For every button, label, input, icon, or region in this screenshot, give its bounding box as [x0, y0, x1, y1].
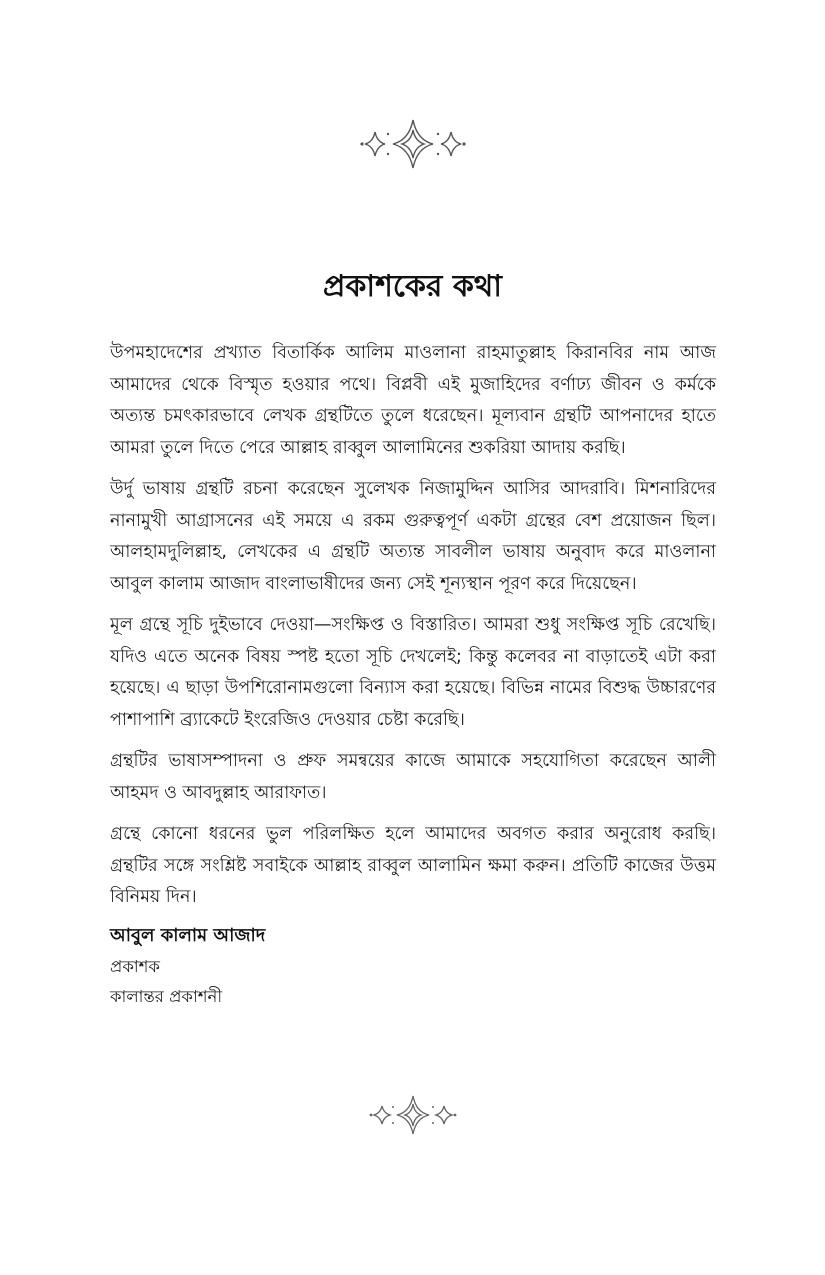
diamond-flourish-icon — [358, 118, 468, 170]
paragraph: গ্রন্থটির ভাষাসম্পাদনা ও প্রুফ সমন্বয়ের কাজে আমাকে সহযোগিতা করেছেন আলী আহমদ ও আবদুল্লাহ আরাফাত। — [110, 751, 716, 803]
signature-name: আবুল কালাম আজাদ — [110, 925, 266, 946]
diamond-flourish-icon — [368, 1094, 458, 1136]
paragraph: উপমহাদেশের প্রখ্যাত বিতার্কিক আলিম মাওলানা রাহমাতুল্লাহ কিরানবির নাম আজ আমাদের থেকে বিস্মৃত হওয়ার পথে। বিপ্লবী এই মুজাহিদের বর্ণাঢ্য জীবন ও কর্মকে অত্যন্ত চমৎকারভাবে লেখক গ্রন্থটিতে তুলে ধরেছেন। মূল্যবান গ্রন্থটি আপনাদের হাতে আমরা তুলে দিতে পেরে আল্লাহ রাব্বুল আলামিনের শুকরিয়া আদায় করছি। — [110, 343, 716, 458]
preface-body — [110, 338, 716, 924]
paragraph: উর্দু ভাষায় গ্রন্থটি রচনা করেছেন সুলেখক নিজামুদ্দিন আসির আদরাবি। মিশনারিদের নানামুখী আগ্রাসনের এই সময়ে এ রকম গুরুত্বপূর্ণ একটা গ্রন্থের বেশ প্রয়োজন ছিল। আলহামদুলিল্লাহ, লেখকের এ গ্রন্থটি অত্যন্ত সাবলীল ভাষায় অনুবাদ করে মাওলানা আবুল কালাম আজাদ বাংলাভাষীদের জন্য সেই শূন্যস্থান পূরণ করে দিয়েছেন। — [110, 479, 716, 594]
page-title: প্রকাশকের কথা — [323, 269, 502, 304]
bottom-ornament-icon — [368, 1094, 458, 1136]
signature-role: প্রকাশক — [110, 957, 160, 976]
signature-organization: কালান্তর প্রকাশনী — [110, 987, 223, 1006]
top-ornament-icon — [358, 118, 468, 170]
paragraph: মূল গ্রন্থে সূচি দুইভাবে দেওয়া—সংক্ষিপ্ত ও বিস্তারিত। আমরা শুধু সংক্ষিপ্ত সূচি রেখেছি। যদিও এতে অনেক বিষয় স্পষ্ট হতো সূচি দেখলেই; কিন্তু কলেবর না বাড়াতেই এটা করা হয়েছে। এ ছাড়া উপশিরোনামগুলো বিন্যাস করা হয়েছে। বিভিন্ন নামের বিশুদ্ধ উচ্চারণের পাশাপাশি ব্র্যাকেটে ইংরেজিও দেওয়ার চেষ্টা করেছি। — [110, 615, 716, 730]
paragraph: গ্রন্থে কোনো ধরনের ভুল পরিলক্ষিত হলে আমাদের অবগত করার অনুরোধ করছি। গ্রন্থটির সঙ্গে সংশ্লিষ্ট সবাইকে আল্লাহ রাব্বুল আলামিন ক্ষমা করুন। প্রতিটি কাজের উত্তম বিনিময় দিন। — [110, 824, 716, 907]
signature-block — [110, 920, 510, 1012]
